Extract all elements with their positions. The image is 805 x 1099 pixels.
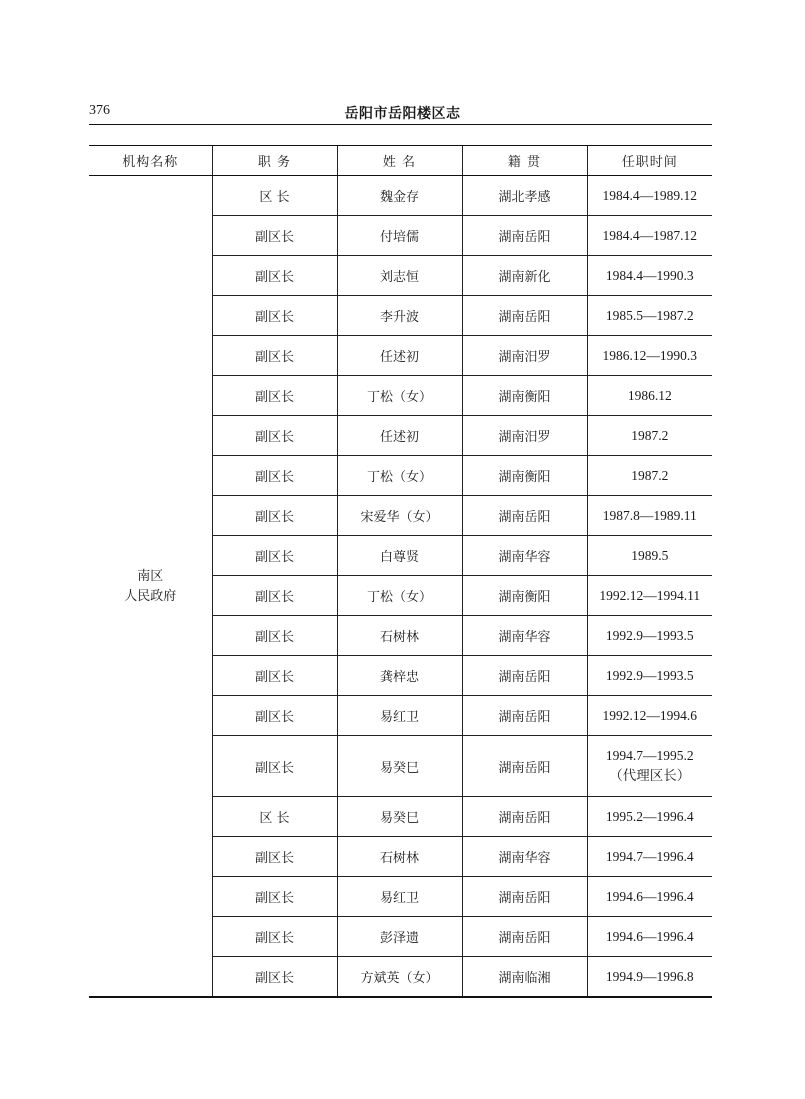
column-header-organization: 机构名称	[89, 146, 212, 176]
term-cell	[587, 797, 712, 837]
name-cell: 魏金存	[337, 176, 462, 216]
term-dates: 1987.2	[631, 427, 669, 443]
term-cell	[587, 837, 712, 877]
origin-cell: 湖南汨罗	[462, 416, 587, 456]
name-cell: 易红卫	[337, 877, 462, 917]
origin-cell: 湖南华容	[462, 536, 587, 576]
origin-cell: 湖南新化	[462, 256, 587, 296]
name-cell: 丁松（女）	[337, 576, 462, 616]
position-cell: 副区长	[212, 376, 337, 416]
name-cell: 丁松（女）	[337, 456, 462, 496]
term-cell	[587, 296, 712, 336]
term-cell	[587, 456, 712, 496]
position-cell: 副区长	[212, 837, 337, 877]
position-cell: 区 长	[212, 797, 337, 837]
term-cell	[587, 736, 712, 797]
position-cell: 副区长	[212, 536, 337, 576]
term-dates: 1992.12—1994.11	[599, 587, 701, 603]
position-cell: 副区长	[212, 656, 337, 696]
position-cell: 副区长	[212, 696, 337, 736]
name-cell: 任述初	[337, 416, 462, 456]
term-dates: 1989.5	[631, 547, 669, 563]
name-cell: 方斌英（女）	[337, 957, 462, 998]
column-header-name: 姓 名	[337, 146, 462, 176]
term-cell	[587, 416, 712, 456]
position-cell: 副区长	[212, 917, 337, 957]
term-dates: 1986.12	[627, 387, 672, 403]
term-cell	[587, 696, 712, 736]
origin-cell: 湖南岳阳	[462, 877, 587, 917]
term-cell	[587, 176, 712, 216]
name-cell: 石树林	[337, 616, 462, 656]
name-cell: 付培儒	[337, 216, 462, 256]
term-dates: 1987.8—1989.11	[602, 507, 697, 523]
name-cell: 彭泽遗	[337, 917, 462, 957]
origin-cell: 湖南岳阳	[462, 296, 587, 336]
position-cell: 副区长	[212, 336, 337, 376]
term-dates: 1984.4—1989.12	[602, 187, 697, 203]
origin-cell: 湖北孝感	[462, 176, 587, 216]
term-cell	[587, 957, 712, 998]
column-header-term: 任职时间	[587, 146, 712, 176]
origin-cell: 湖南岳阳	[462, 696, 587, 736]
position-cell: 副区长	[212, 957, 337, 998]
term-cell	[587, 576, 712, 616]
position-cell: 副区长	[212, 616, 337, 656]
position-cell: 副区长	[212, 576, 337, 616]
origin-cell: 湖南华容	[462, 616, 587, 656]
term-dates: 1994.9—1996.8	[605, 968, 694, 984]
term-dates: 1984.4—1990.3	[605, 267, 694, 283]
origin-cell: 湖南衡阳	[462, 456, 587, 496]
name-cell: 龚梓忠	[337, 656, 462, 696]
position-cell: 副区长	[212, 296, 337, 336]
term-dates: 1995.2—1996.4	[605, 808, 694, 824]
origin-cell: 湖南岳阳	[462, 656, 587, 696]
origin-cell: 湖南衡阳	[462, 376, 587, 416]
origin-cell: 湖南汨罗	[462, 336, 587, 376]
table-header	[89, 146, 712, 176]
term-dates: 1992.9—1993.5	[605, 667, 694, 683]
term-dates: 1992.9—1993.5	[605, 627, 694, 643]
name-cell: 任述初	[337, 336, 462, 376]
term-cell	[587, 877, 712, 917]
name-cell: 易癸巳	[337, 736, 462, 797]
origin-cell: 湖南衡阳	[462, 576, 587, 616]
header-row	[89, 146, 712, 176]
table-row	[89, 176, 712, 216]
term-cell	[587, 376, 712, 416]
name-cell: 丁松（女）	[337, 376, 462, 416]
position-cell: 副区长	[212, 256, 337, 296]
position-cell: 副区长	[212, 496, 337, 536]
term-cell	[587, 656, 712, 696]
term-cell	[587, 536, 712, 576]
column-header-position: 职 务	[212, 146, 337, 176]
position-cell: 副区长	[212, 456, 337, 496]
position-cell: 副区长	[212, 877, 337, 917]
term-dates: 1984.4—1987.12	[602, 227, 697, 243]
page-number: 376	[89, 103, 110, 118]
term-cell	[587, 616, 712, 656]
name-cell: 石树林	[337, 837, 462, 877]
position-cell: 副区长	[212, 736, 337, 797]
term-dates: 1994.7—1996.4	[605, 848, 694, 864]
term-dates: 1986.12—1990.3	[602, 347, 697, 363]
running-title: 岳阳市岳阳楼区志	[344, 106, 461, 122]
name-cell: 宋爱华（女）	[337, 496, 462, 536]
term-note: （代理区长）	[609, 768, 691, 783]
term-cell	[587, 917, 712, 957]
table-body	[89, 176, 712, 998]
term-dates: 1994.6—1996.4	[605, 928, 694, 944]
position-cell: 区 长	[212, 176, 337, 216]
officials-table	[89, 145, 712, 998]
term-cell	[587, 496, 712, 536]
term-dates: 1994.7—1995.2	[605, 748, 694, 763]
header-rule	[89, 124, 712, 125]
term-cell	[587, 256, 712, 296]
position-cell: 副区长	[212, 416, 337, 456]
term-dates: 1985.5—1987.2	[605, 307, 694, 323]
origin-cell: 湖南华容	[462, 837, 587, 877]
term-cell	[587, 336, 712, 376]
origin-cell: 湖南岳阳	[462, 496, 587, 536]
name-cell: 白尊贤	[337, 536, 462, 576]
term-dates: 1987.2	[631, 467, 669, 483]
name-cell: 刘志恒	[337, 256, 462, 296]
name-cell: 李升波	[337, 296, 462, 336]
origin-cell: 湖南岳阳	[462, 797, 587, 837]
origin-cell: 湖南岳阳	[462, 736, 587, 797]
position-cell: 副区长	[212, 216, 337, 256]
term-dates: 1992.12—1994.6	[602, 707, 697, 723]
term-cell	[587, 216, 712, 256]
origin-cell: 湖南岳阳	[462, 917, 587, 957]
column-header-origin: 籍 贯	[462, 146, 587, 176]
name-cell: 易红卫	[337, 696, 462, 736]
organization-name-line: 人民政府	[124, 589, 177, 604]
organization-name-line: 南区	[137, 569, 164, 584]
name-cell: 易癸巳	[337, 797, 462, 837]
organization-cell	[89, 176, 212, 998]
origin-cell: 湖南岳阳	[462, 216, 587, 256]
origin-cell: 湖南临湘	[462, 957, 587, 998]
term-dates: 1994.6—1996.4	[605, 888, 694, 904]
